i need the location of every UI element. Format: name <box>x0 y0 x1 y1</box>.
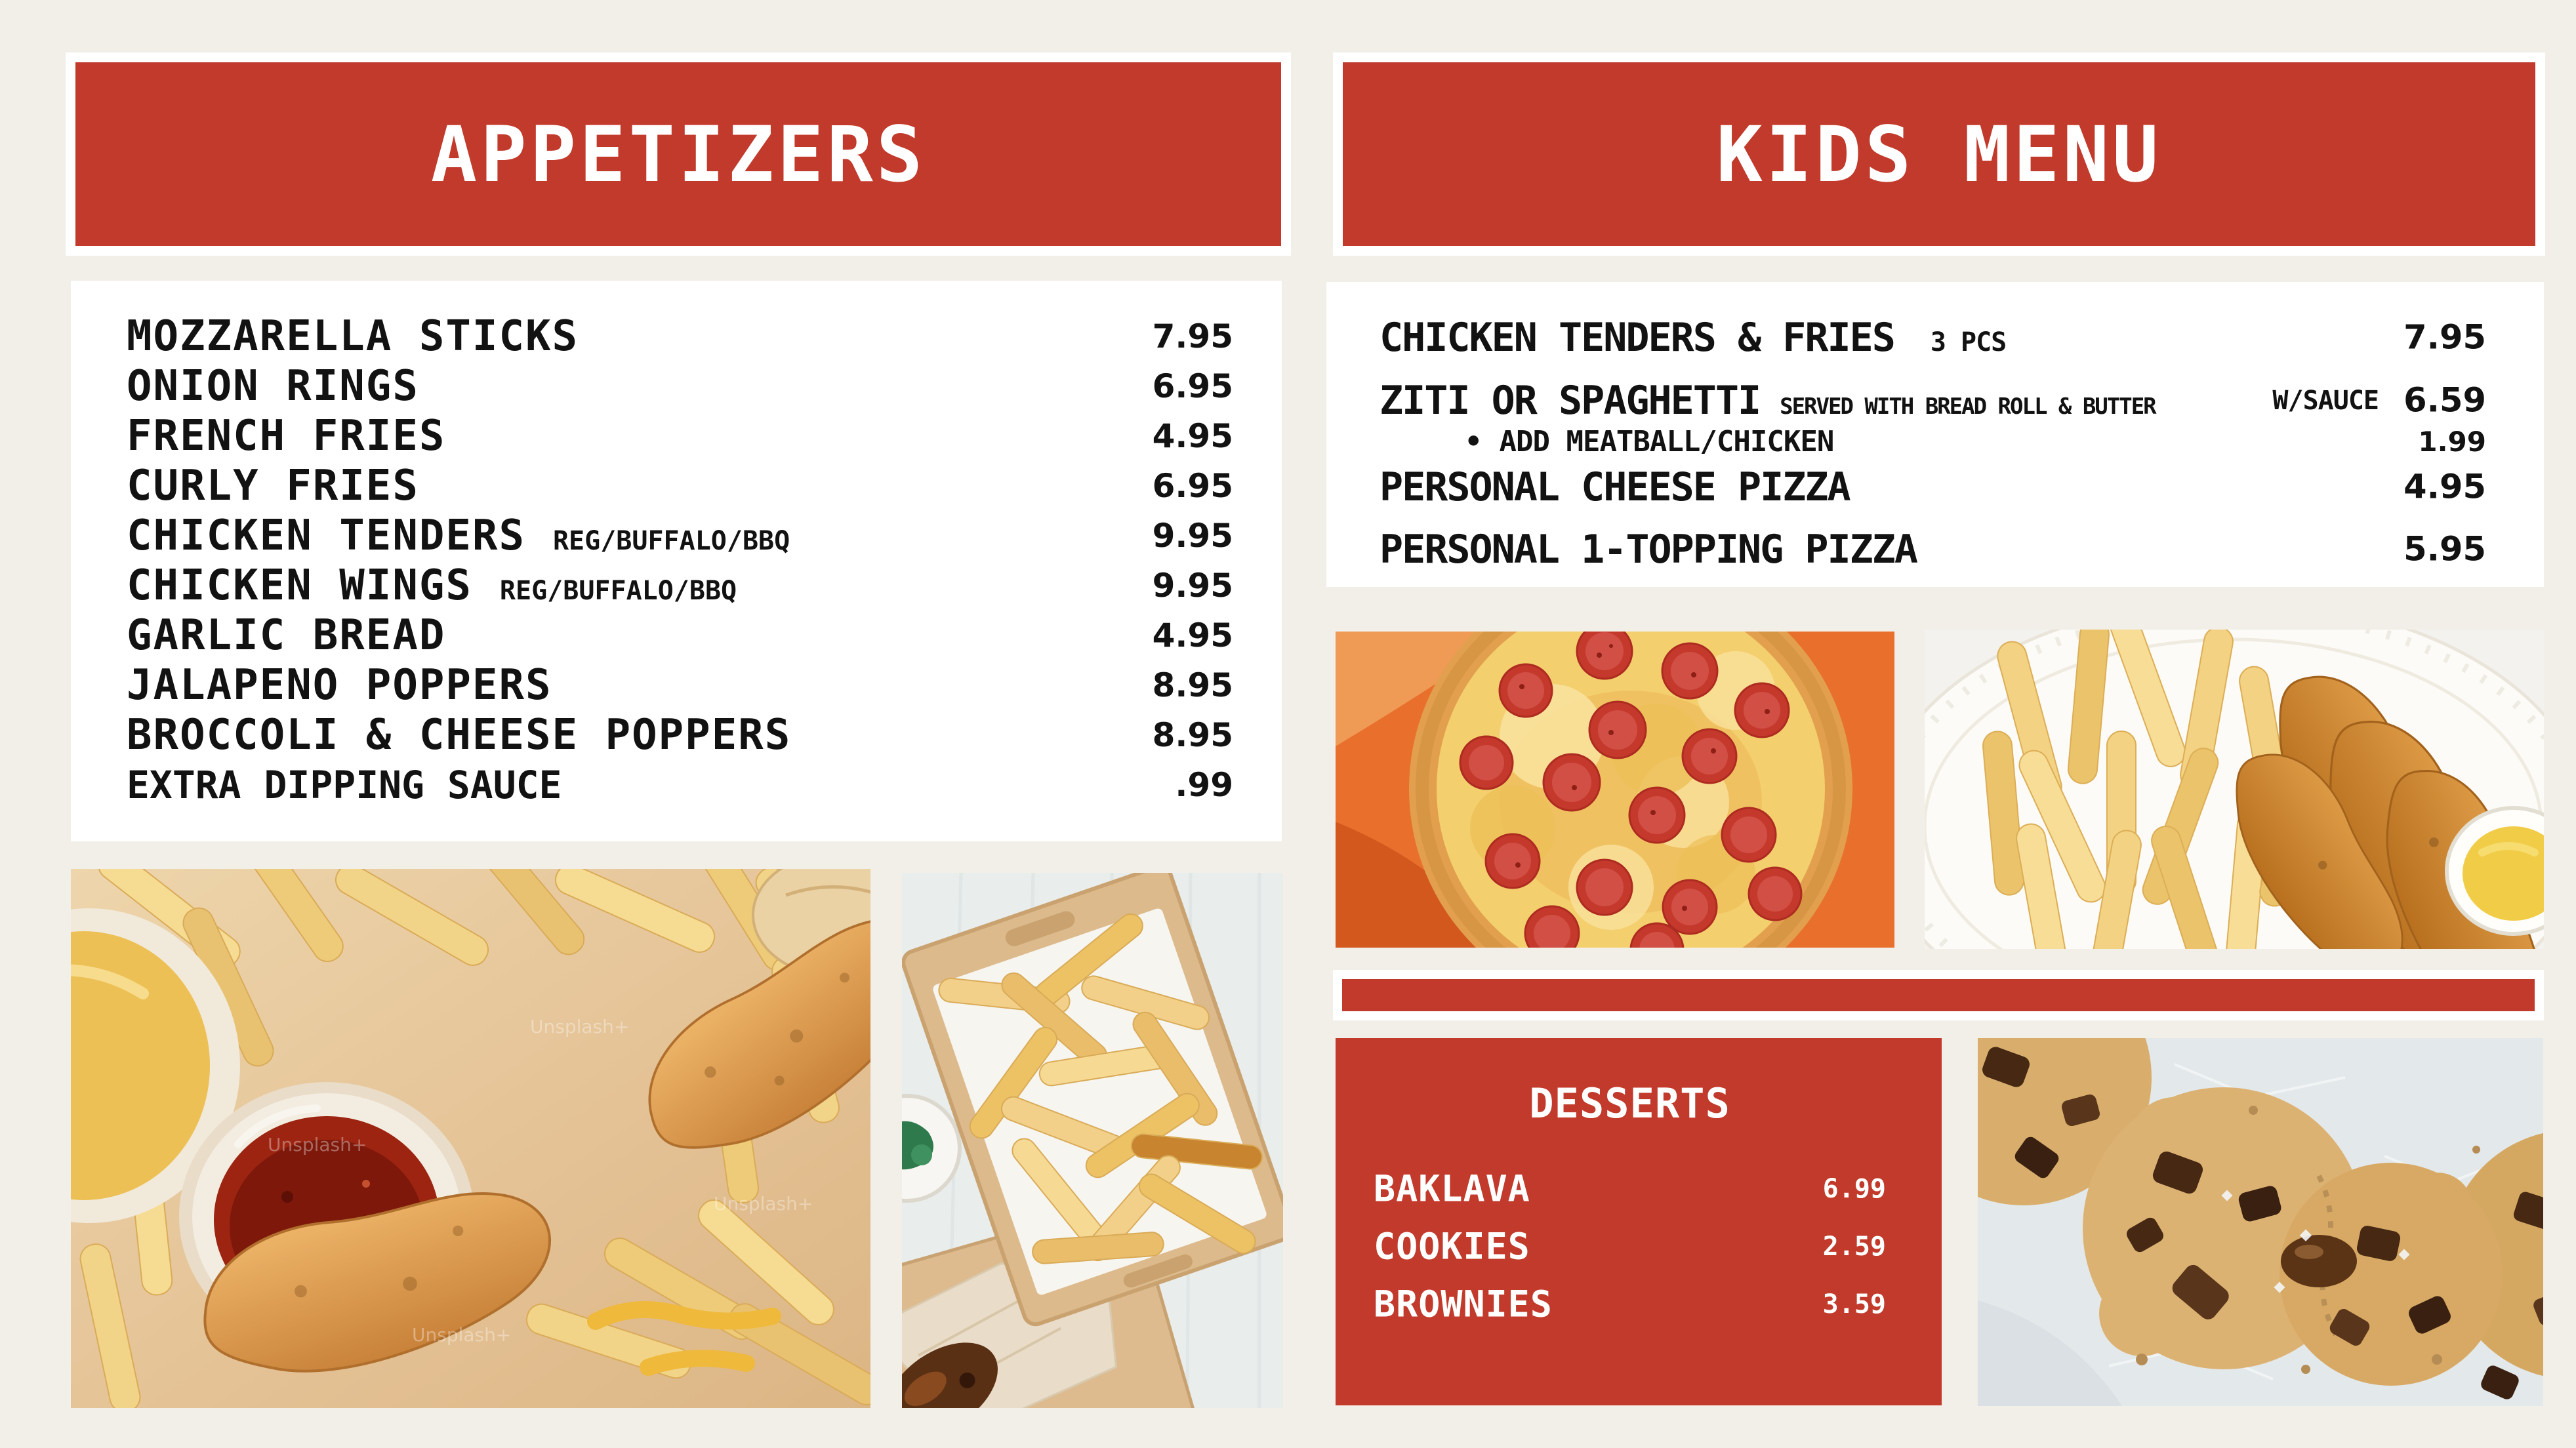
item-price: 7.95 <box>1152 317 1233 355</box>
item-name: PERSONAL CHEESE PIZZA <box>1380 464 1850 510</box>
pizza-illustration <box>1336 632 1894 948</box>
divider-red-bar <box>1342 979 2535 1011</box>
desserts-title: DESSERTS <box>1529 1079 1730 1127</box>
menu-item-row <box>127 611 1233 660</box>
item-name: PERSONAL 1-TOPPING PIZZA <box>1380 527 1917 573</box>
menu-item-row <box>127 312 1233 361</box>
menu-item-row <box>1374 1218 1886 1276</box>
item-name: COOKIES <box>1374 1225 1530 1268</box>
item-name: BROWNIES <box>1374 1283 1553 1325</box>
bullet-icon: • <box>1465 425 1482 458</box>
item-price: 4.95 <box>1152 616 1233 654</box>
photo-fries-tray <box>902 873 1283 1408</box>
menu-item-row <box>127 710 1233 760</box>
menu-item-row <box>127 760 1233 810</box>
item-name: EXTRA DIPPING SAUCE <box>127 763 562 807</box>
photo-kids-tenders-plate <box>1925 630 2544 949</box>
item-price: 8.95 <box>1152 716 1233 754</box>
menu-item-row <box>1380 458 2486 517</box>
item-price: 5.95 <box>2403 530 2486 569</box>
svg-text:Unsplash+: Unsplash+ <box>268 1134 367 1156</box>
item-name: CHICKEN WINGS <box>127 561 472 610</box>
item-price: 6.95 <box>1152 367 1233 405</box>
photo-pepperoni-pizza <box>1336 632 1894 948</box>
item-sauce-note: W/SAUCE <box>2272 386 2379 416</box>
item-price: 6.95 <box>1152 467 1233 505</box>
item-name: CURLY FRIES <box>127 462 419 510</box>
kids-menu-title: KIDS MENU <box>1716 109 2162 199</box>
item-name: BAKLAVA <box>1374 1167 1530 1210</box>
appetizers-rows <box>127 312 1233 810</box>
appetizers-title: APPETIZERS <box>430 109 926 199</box>
item-price: 9.95 <box>1152 567 1233 605</box>
item-name: MOZZARELLA STICKS <box>127 312 579 361</box>
item-name: ADD MEATBALL/CHICKEN <box>1499 425 1834 458</box>
menu-item-row <box>127 660 1233 710</box>
photo-tenders-basket <box>71 869 870 1408</box>
menu-item-row <box>127 461 1233 511</box>
appetizers-header-banner <box>66 52 1291 256</box>
item-name: CHICKEN TENDERS & FRIES <box>1380 315 1894 361</box>
menu-item-row <box>1374 1160 1886 1218</box>
item-price: 8.95 <box>1152 666 1233 704</box>
item-price: 6.99 <box>1822 1174 1886 1204</box>
kids-list-panel <box>1326 282 2544 587</box>
item-note: 3 PCS <box>1930 327 2007 357</box>
item-name: ONION RINGS <box>127 362 419 411</box>
item-price: 7.95 <box>2403 318 2486 357</box>
pizza <box>1409 632 1852 948</box>
item-note: REG/BUFFALO/BBQ <box>499 576 737 606</box>
item-name: FRENCH FRIES <box>127 412 446 460</box>
item-name: ZITI OR SPAGHETTI <box>1380 378 1761 424</box>
desserts-rows <box>1374 1160 1886 1333</box>
item-price: .99 <box>1175 766 1233 804</box>
item-name: JALAPENO POPPERS <box>127 661 552 710</box>
fries-tray-illustration <box>902 873 1283 1408</box>
item-price: 4.95 <box>1152 417 1233 455</box>
menu-item-row <box>1374 1276 1886 1333</box>
photo-cookies <box>1978 1038 2543 1406</box>
menu-item-row <box>127 561 1233 611</box>
kids-header-red <box>1343 62 2535 246</box>
item-note: REG/BUFFALO/BBQ <box>552 526 790 556</box>
item-price: 2.59 <box>1822 1232 1886 1262</box>
desserts-panel <box>1336 1038 1942 1405</box>
svg-text:Unsplash+: Unsplash+ <box>530 1016 630 1037</box>
divider-banner <box>1333 970 2544 1020</box>
appetizers-header-red <box>75 62 1281 246</box>
menu-item-row <box>127 361 1233 411</box>
appetizers-list-panel <box>71 281 1282 841</box>
item-name: BROCCOLI & CHEESE POPPERS <box>127 711 792 759</box>
menu-item-row <box>1380 422 2486 462</box>
item-price: 6.59 <box>2403 381 2486 420</box>
item-note: SERVED WITH BREAD ROLL & BUTTER <box>1780 393 2156 420</box>
tenders-basket-illustration <box>71 869 870 1408</box>
cookies-illustration <box>1978 1038 2543 1406</box>
item-price: 9.95 <box>1152 517 1233 555</box>
item-price: 1.99 <box>2418 426 2486 458</box>
item-price: 3.59 <box>1822 1289 1886 1319</box>
menu-item-row <box>1380 308 2486 367</box>
menu-item-row <box>1380 371 2486 430</box>
menu-item-row <box>127 511 1233 561</box>
menu-item-row <box>1380 520 2486 579</box>
item-name: CHICKEN TENDERS <box>127 512 525 560</box>
item-price: 4.95 <box>2403 468 2486 507</box>
svg-text:Unsplash+: Unsplash+ <box>714 1193 813 1215</box>
svg-text:Unsplash+: Unsplash+ <box>412 1324 512 1346</box>
menu-item-row <box>127 411 1233 461</box>
kids-header-banner <box>1333 52 2545 256</box>
tenders-plate-illustration <box>1925 630 2544 949</box>
item-name: GARLIC BREAD <box>127 611 446 660</box>
